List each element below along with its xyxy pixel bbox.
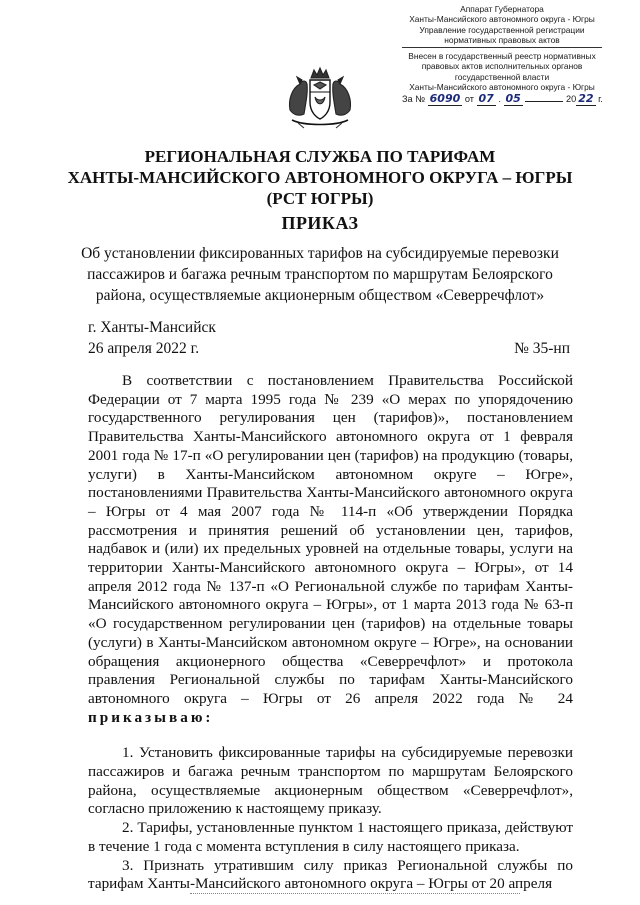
stamp-reg-from: от xyxy=(464,94,474,105)
subject-line: пассажиров и багажа речным транспортом по маршрутам Белоярского xyxy=(87,266,553,283)
preamble-paragraph xyxy=(88,372,573,727)
stamp-registration-row: За № 6090 от 07 . 05 20 22 г. xyxy=(402,92,603,106)
stamp-reg-prefix: За № xyxy=(402,94,426,105)
stamp-reg-month: 05 xyxy=(505,92,521,106)
stamp-reg-number: 6090 xyxy=(429,92,461,106)
agency-line: (РСТ ЮГРЫ) xyxy=(266,189,374,208)
subject-line: Об установлении фиксированных тарифов на субсидируемые перевозки xyxy=(81,245,559,262)
place: г. Ханты-Мансийск xyxy=(88,319,216,336)
coat-of-arms-icon xyxy=(284,66,356,130)
stamp-line: Аппарат Губернатора xyxy=(460,4,544,14)
stamp-reg-year: 22 xyxy=(578,92,594,106)
stamp-line: правовых актов исполнительных органов xyxy=(421,61,583,72)
item-paragraph: 3. Признать утратившим силу приказ Региональной службы по тарифам Ханты-Мансийского автономного округа – Югры от 20 апреля xyxy=(88,856,573,893)
stamp-line: Внесен в государственный реестр нормативных xyxy=(408,51,596,62)
stamp-line: Ханты-Мансийского автономного округа - Югры xyxy=(409,82,595,93)
agency-heading xyxy=(0,146,640,209)
item-paragraph: 2. Тарифы, установленные пунктом 1 настоящего приказа, действуют в течение 1 года с момента вступления в силу настоящего приказа. xyxy=(88,819,573,855)
stamp-reg-year-unit: г. xyxy=(598,94,603,105)
order-title: ПРИКАЗ xyxy=(281,213,359,233)
item-paragraph: 1. Установить фиксированные тарифы на субсидируемые перевозки пассажиров и багажа речным транспортом по маршрутам Белоярского района, осуществляемые акционерным обществом «Северречфлот», согласно приложению к настоящему приказу. xyxy=(88,744,573,818)
stamp-reg-day: 07 xyxy=(478,92,494,106)
agency-line: ХАНТЫ-МАНСИЙСКОГО АВТОНОМНОГО ОКРУГА – ЮГРЫ xyxy=(67,168,573,187)
order-word: приказываю: xyxy=(88,708,214,726)
subject-line: района, осуществляемые акционерным обществом «Северречфлот» xyxy=(95,287,545,304)
stamp-reg-year-prefix: 20 xyxy=(565,94,577,105)
registration-stamp xyxy=(402,4,602,105)
preamble-text: В соответствии с постановлением Правительства Российской Федерации от 7 марта 1995 года № 239 «О мерах по упорядочению государственного регулирования цен (тарифов)», постановлением Правительства Ханты-Мансийского автономного округа от 1 февраля 2001 года № 17-п «О регулировании цен (тарифов) на продукцию (товары, услуги) в Ханты-Мансийском автономном округе – Югре», постановлениями Правительства Ханты-Мансийского автономного округа – Югры от 4 мая 2007 года № 114-п «Об утверждении Порядка рассмотрения и принятия решений об установлении цен, тарифов, надбавок и (или) их предельных уровней на отдельные товары, услуги на территории Ханты-Мансийского автономного округа – Югры», от 14 апреля 2012 года № 137-п «О Региональной службе по тарифам Ханты-Мансийского автономного округа – Югры», от 1 марта 2013 года № 63-п «О государственном регулировании цен (тарифов) на отдельные товары (услуги) в Ханты-Мансийском автономном округе – Югре», на основании обращения акционерного общества «Северречфлот» и протокола правления Региональной службы по тарифам Ханты-Мансийского автономного округа – Югры от 26 апреля 2022 года № 24 xyxy=(88,372,573,707)
stamp-line: Ханты-Мансийского автономного округа - Югры xyxy=(409,14,595,25)
stamp-blank xyxy=(525,101,563,102)
order-body xyxy=(88,372,573,894)
order-subject xyxy=(60,243,580,306)
order-number: № 35-нп xyxy=(514,340,570,357)
spacer xyxy=(88,727,573,744)
stamp-line: Управление государственной регистрации xyxy=(419,24,585,35)
stamp-line: государственной власти xyxy=(454,71,550,82)
stamp-divider xyxy=(402,47,602,48)
agency-line: РЕГИОНАЛЬНАЯ СЛУЖБА ПО ТАРИФАМ xyxy=(144,147,496,166)
order-date: 26 апреля 2022 г. xyxy=(88,340,200,357)
stamp-line: нормативных правовых актов xyxy=(444,34,560,45)
scan-edge-line xyxy=(190,893,520,894)
